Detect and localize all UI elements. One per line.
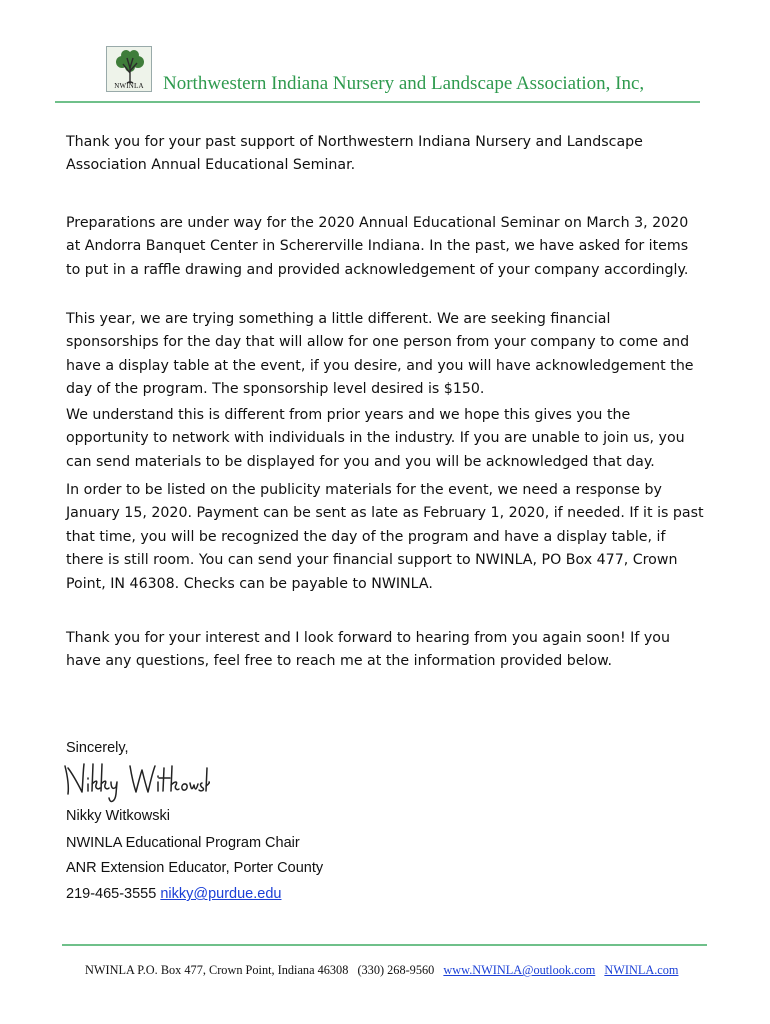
- signature: [60, 758, 210, 806]
- footer-address: NWINLA P.O. Box 477, Crown Point, Indiana 46308: [85, 963, 349, 977]
- letter-paragraph-1: Thank you for your past support of Northwestern Indiana Nursery and Landscape Association Annual Educational Seminar.: [66, 134, 643, 174]
- signer-title: NWINLA Educational Program Chair: [66, 835, 300, 851]
- footer-phone: (330) 268-9560: [357, 963, 435, 977]
- signer-contact: [66, 886, 281, 902]
- letter-paragraph-6: Thank you for your interest and I look forward to hearing from you again soon! If you have any questions, feel free to reach me at the information provided below.: [66, 630, 670, 670]
- logo: [106, 46, 152, 92]
- organization-name: Northwestern Indiana Nursery and Landscape Association, Inc,: [163, 73, 645, 94]
- closing: Sincerely,: [66, 740, 129, 756]
- logo-text: NWINLA: [114, 82, 144, 90]
- letter-paragraph-2: Preparations are under way for the 2020 Annual Educational Seminar on March 3, 2020 at Andorra Banquet Center in Schererville Indiana. In the past, we have asked for items to put in a raffle drawing and provided acknowledgement of your company accordingly.: [66, 215, 689, 278]
- header-divider: [55, 101, 700, 103]
- footer-website-link[interactable]: NWINLA.com: [604, 963, 679, 977]
- footer-email-link[interactable]: www.NWINLA@outlook.com: [443, 963, 596, 977]
- signer-name: Nikky Witkowski: [66, 808, 170, 824]
- footer-divider: [62, 944, 707, 946]
- signer-role: ANR Extension Educator, Porter County: [66, 860, 324, 876]
- letter-paragraph-4: We understand this is different from prior years and we hope this gives you the opportunity to network with individuals in the industry. If you are unable to join us, you can send materials to be displayed for you and you will be acknowledged that day.: [66, 407, 685, 470]
- signer-email-link[interactable]: nikky@purdue.edu: [160, 886, 282, 902]
- letter-paragraph-5: In order to be listed on the publicity materials for the event, we need a response by January 15, 2020. Payment can be sent as late as February 1, 2020, if needed. If it is past that time, you will be recognized the day of the program and have a display table, if there is still room. You can send your financial support to NWINLA, PO Box 477, Crown Point, IN 46308. Checks can be payable to NWINLA.: [66, 482, 704, 592]
- signer-phone: 219-465-3555: [66, 886, 157, 902]
- footer: [85, 963, 684, 978]
- letter-paragraph-3: This year, we are trying something a little different. We are seeking financial sponsorships for the day that will allow for one person from your company to come and have a display table at the event, if you desire, and you will have acknowledgement the day of the program. The sponsorship level desired is $150.: [66, 311, 694, 398]
